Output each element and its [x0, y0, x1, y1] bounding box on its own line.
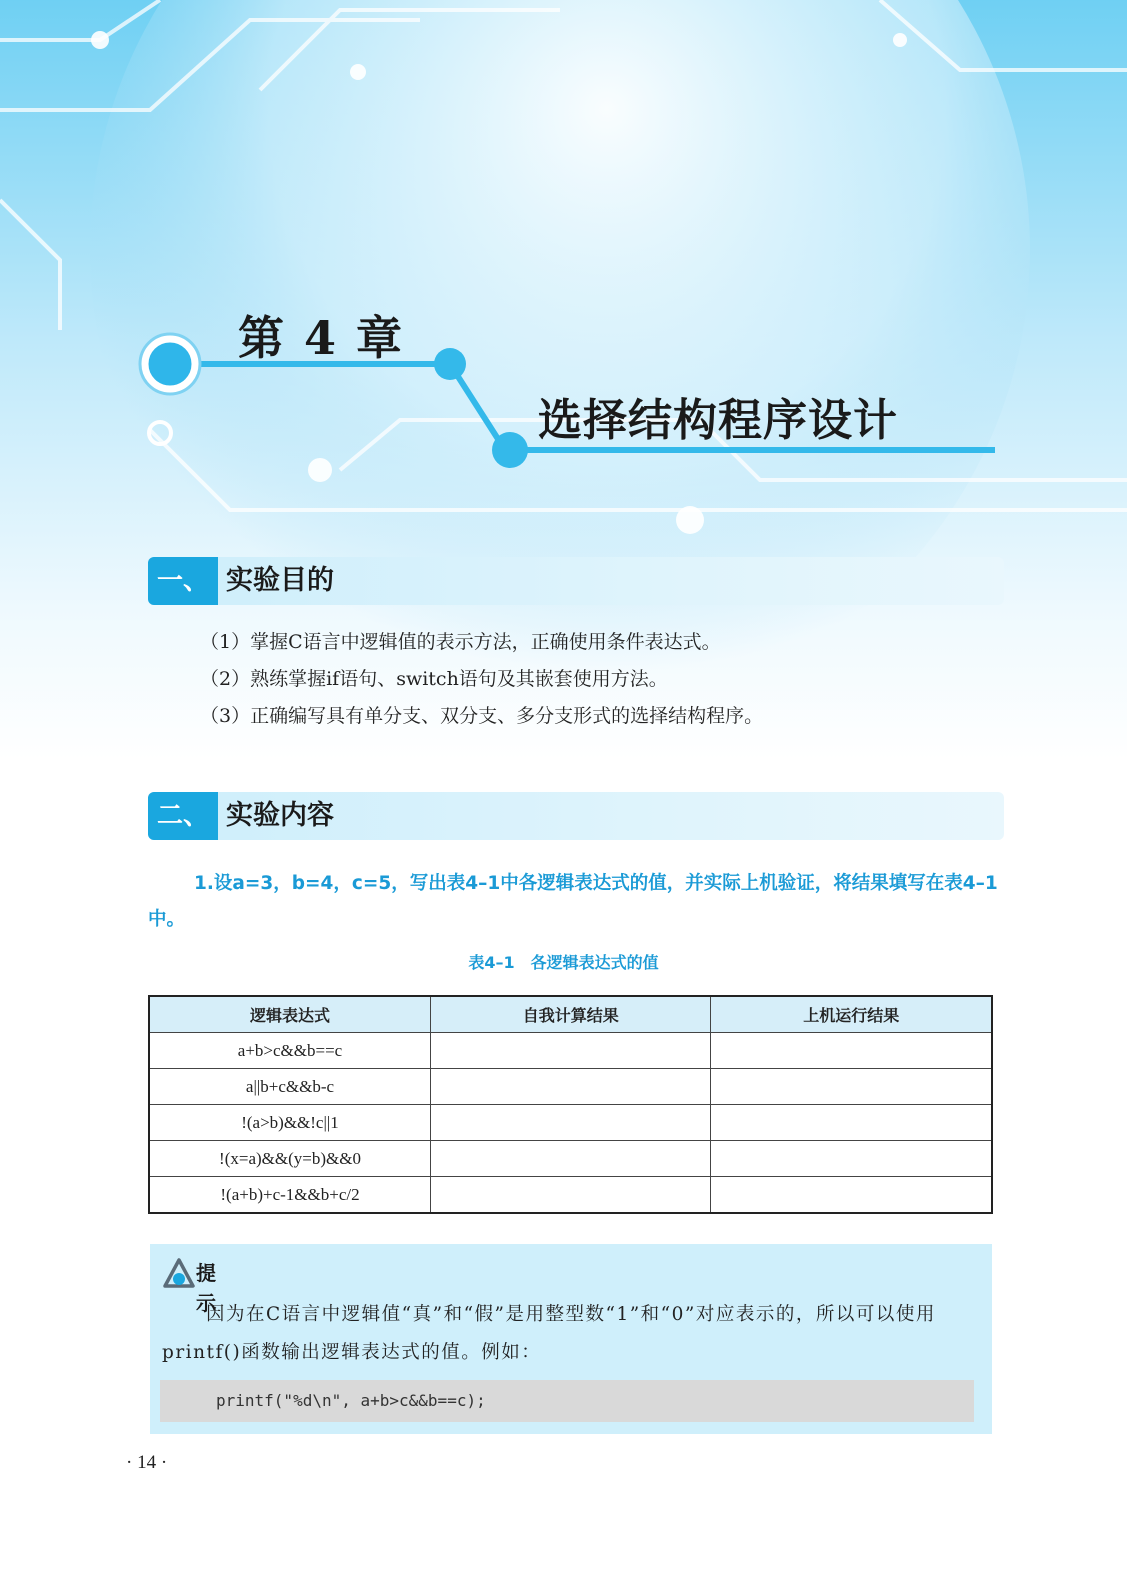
tip-triangle-icon — [162, 1256, 196, 1290]
self-result-cell — [431, 1177, 711, 1214]
self-result-cell — [431, 1033, 711, 1069]
table-row — [149, 1033, 992, 1069]
run-result-cell — [711, 1033, 992, 1069]
self-result-cell — [431, 1141, 711, 1177]
section-header-content — [148, 792, 1004, 840]
page-number: · 14 · — [126, 1452, 168, 1473]
list-item: （1）掌握C语言中逻辑值的表示方法，正确使用条件表达式。 — [200, 631, 721, 653]
chapter-number: 第 4 章 — [238, 311, 405, 365]
tip-box — [150, 1244, 992, 1434]
table-header-row — [149, 996, 992, 1033]
run-result-cell — [711, 1177, 992, 1214]
section-number-tag: 二、 — [148, 792, 218, 840]
chapter-title: 选择结构程序设计 — [538, 395, 898, 446]
run-result-cell — [711, 1105, 992, 1141]
list-item: （3）正确编写具有单分支、双分支、多分支形式的选择结构程序。 — [200, 705, 764, 727]
table-caption: 表4–1 各逻辑表达式的值 — [468, 953, 659, 972]
table-row — [149, 1141, 992, 1177]
expression-cell: !(a+b)+c-1&&b+c/2 — [149, 1177, 431, 1214]
task-instruction: 1.设a=3，b=4，c=5，写出表4–1中各逻辑表达式的值，并实际上机验证，将结果填写在表4–1中。 — [148, 873, 998, 930]
table-row — [149, 1105, 992, 1141]
run-result-cell — [711, 1069, 992, 1105]
section-title: 实验内容 — [226, 800, 334, 831]
logic-expression-table — [148, 995, 993, 1214]
column-header: 逻辑表达式 — [149, 996, 431, 1033]
table-row — [149, 1177, 992, 1214]
code-block — [160, 1380, 974, 1422]
section-header-objectives — [148, 557, 1004, 605]
self-result-cell — [431, 1069, 711, 1105]
section-number-tag: 一、 — [148, 557, 218, 605]
code-line: printf("%d\n", a+b>c&&b==c); — [216, 1391, 486, 1410]
tip-text: 因为在C语言中逻辑值“真”和“假”是用整型数“1”和“0”对应表示的，所以可以使用printf()函数输出逻辑表达式的值。例如： — [162, 1304, 936, 1363]
column-header: 上机运行结果 — [711, 996, 992, 1033]
expression-cell: a+b>c&&b==c — [149, 1033, 431, 1069]
expression-cell: a||b+c&&b-c — [149, 1069, 431, 1105]
tip-title: 提示 — [196, 1261, 216, 1315]
column-header: 自我计算结果 — [431, 996, 711, 1033]
expression-cell: !(x=a)&&(y=b)&&0 — [149, 1141, 431, 1177]
run-result-cell — [711, 1141, 992, 1177]
expression-cell: !(a>b)&&!c||1 — [149, 1105, 431, 1141]
section-title: 实验目的 — [226, 565, 334, 596]
list-item: （2）熟练掌握if语句、switch语句及其嵌套使用方法。 — [200, 668, 668, 690]
self-result-cell — [431, 1105, 711, 1141]
objectives-list — [200, 624, 980, 735]
table-row — [149, 1069, 992, 1105]
